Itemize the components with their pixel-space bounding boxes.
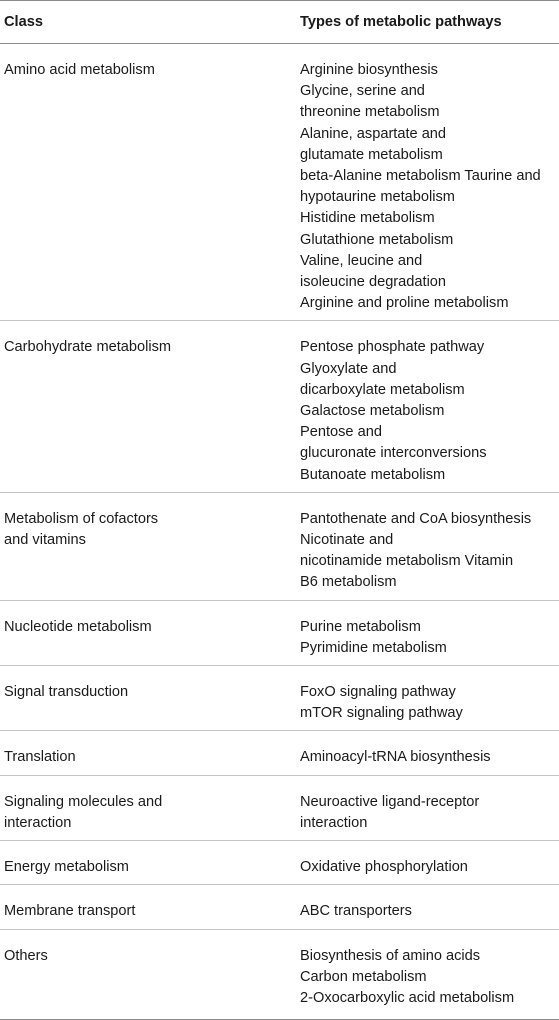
pathway-text: Pentose and	[300, 424, 382, 441]
class-text: Signaling molecules and	[4, 793, 163, 810]
pathway-text: Pantothenate and CoA biosynthesis	[300, 510, 532, 527]
table-row	[0, 885, 559, 929]
pathway-text: mTOR signaling pathway	[300, 705, 463, 722]
table-row	[0, 666, 559, 731]
header-class: Class	[0, 1, 300, 44]
pathway-text: Glycine, serine and	[300, 83, 425, 100]
table-body	[0, 44, 559, 1020]
pathway-text: FoxO signaling pathway	[300, 684, 456, 701]
pathway-text: Arginine and proline metabolism	[300, 295, 509, 312]
class-cell	[0, 321, 300, 492]
pathways-cell	[300, 841, 559, 885]
header-row	[0, 1, 559, 44]
class-cell	[0, 44, 300, 321]
class-cell	[0, 885, 300, 929]
pathway-text: Nicotinate and	[300, 532, 394, 549]
pathways-cell	[300, 929, 559, 1020]
pathway-text: Carbon metabolism	[300, 968, 427, 985]
pathway-text: Pyrimidine metabolism	[300, 639, 447, 656]
class-cell	[0, 492, 300, 600]
class-cell	[0, 841, 300, 885]
class-text: Amino acid metabolism	[4, 62, 155, 78]
class-text: Membrane transport	[4, 903, 136, 920]
table-row	[0, 600, 559, 665]
pathway-text: ABC transporters	[300, 903, 412, 920]
pathway-text: hypotaurine metabolism	[300, 189, 455, 206]
pathway-text: Galactose metabolism	[300, 403, 445, 420]
pathway-text: Purine metabolism	[300, 618, 421, 635]
pathway-text: dicarboxylate metabolism	[300, 381, 465, 398]
pathway-text: beta-Alanine metabolism Taurine and	[300, 168, 541, 185]
header-pathways: Types of metabolic pathways	[300, 1, 559, 44]
pathways-cell	[300, 731, 559, 775]
pathway-text: nicotinamide metabolism Vitamin	[300, 553, 514, 570]
pathway-text: Butanoate metabolism	[300, 466, 446, 483]
pathway-text: isoleucine degradation	[300, 274, 447, 291]
class-text: and vitamins	[4, 532, 86, 549]
class-text: Energy metabolism	[4, 859, 129, 876]
class-cell	[0, 929, 300, 1020]
pathway-text: B6 metabolism	[300, 574, 397, 591]
pathways-cell	[300, 321, 559, 492]
table-row	[0, 44, 559, 321]
class-text: Translation	[4, 749, 76, 766]
pathway-text: Glyoxylate and	[300, 360, 397, 377]
table-header	[0, 1, 559, 44]
pathways-cell	[300, 885, 559, 929]
class-cell	[0, 666, 300, 731]
pathway-text: Alanine, aspartate and	[300, 125, 447, 142]
pathway-text: Glutathione metabolism	[300, 231, 454, 248]
pathway-text: Biosynthesis of amino acids	[300, 947, 481, 964]
class-cell	[0, 775, 300, 840]
class-text: interaction	[4, 814, 72, 831]
table-row	[0, 731, 559, 775]
table-row	[0, 929, 559, 1020]
pathway-text: Oxidative phosphorylation	[300, 859, 468, 876]
class-cell	[0, 731, 300, 775]
table-row	[0, 775, 559, 840]
pathway-text: Arginine biosynthesis	[300, 62, 438, 78]
pathway-text: glutamate metabolism	[300, 146, 443, 163]
pathways-cell	[300, 492, 559, 600]
class-text: Metabolism of cofactors	[4, 510, 159, 527]
table-row	[0, 492, 559, 600]
pathways-cell	[300, 600, 559, 665]
pathways-cell	[300, 44, 559, 321]
pathway-text: Neuroactive ligand-receptor	[300, 793, 480, 810]
pathway-text: Pentose phosphate pathway	[300, 339, 485, 356]
class-text: Nucleotide metabolism	[4, 618, 152, 635]
pathways-cell	[300, 775, 559, 840]
pathway-text: glucuronate interconversions	[300, 445, 487, 462]
pathway-text: Histidine metabolism	[300, 210, 435, 227]
pathway-text: Aminoacyl-tRNA biosynthesis	[300, 749, 491, 766]
pathway-text: interaction	[300, 814, 368, 831]
class-text: Others	[4, 947, 48, 964]
class-text: Carbohydrate metabolism	[4, 339, 172, 356]
class-cell	[0, 600, 300, 665]
pathway-text: 2-Oxocarboxylic acid metabolism	[300, 989, 515, 1006]
table-row	[0, 841, 559, 885]
pathway-text: Valine, leucine and	[300, 252, 423, 269]
pathways-cell	[300, 666, 559, 731]
pathway-text: threonine metabolism	[300, 104, 440, 121]
class-text: Signal transduction	[4, 684, 129, 701]
table-row	[0, 321, 559, 492]
